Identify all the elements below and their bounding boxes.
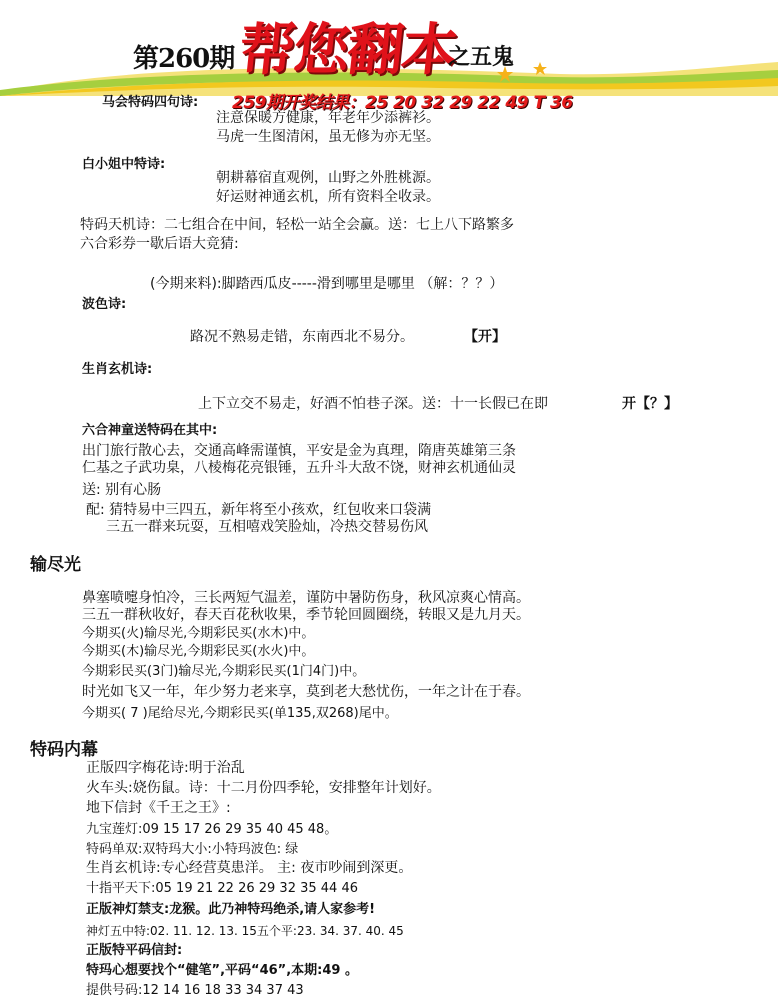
zodiac-poem-label: 生肖玄机诗:	[82, 362, 153, 377]
god-send-line: 仁基之子武功臬，八棱梅花亮银锤，五升斗大敌不饶，财神玄机通仙灵	[82, 460, 516, 476]
inside-line: 特玛心想要找个“健笔”,平码“46”,本期:49 。	[86, 963, 358, 978]
wave-poem-tag: 【开】	[464, 329, 506, 345]
inside-line: 神灯五中特:02. 11. 12. 13. 15五个平:23. 34. 37. 40. 45	[86, 924, 404, 938]
draw-result: 259期开奖结果：25 20 32 29 22 49 T 36	[232, 93, 573, 113]
zodiac-poem-line: 上下立交不易走，好酒不怕巷子深。送：十一长假已在即	[198, 396, 548, 412]
brand-title: 帮您翻本	[236, 17, 460, 83]
inside-line: 正版特平码信封:	[86, 943, 183, 958]
god-send-pair: 三五一群来玩耍，互相嘻戏笑脸灿，冷热交替易伤风	[106, 519, 428, 535]
inside-line: 特码单双:双特玛大小:小特玛波色: 绿	[86, 842, 299, 857]
brand-suffix: 之五鬼	[448, 44, 515, 70]
god-send-label: 六合神童送特码在其中:	[82, 423, 218, 438]
lose-all-line: 今期买( 7 )尾给尽光,今期彩民买(单135,双268)尾中。	[82, 706, 398, 721]
poem-line: 马虎一生图清闲，虽无修为亦无坚。	[216, 129, 440, 145]
god-send-pair: 配: 猜特易中三四五，新年将至小孩欢，红包收来口袋满	[86, 502, 432, 518]
lose-all-line: 时光如飞又一年，年少努力老来享，莫到老大愁忧伤，一年之计在于春。	[82, 684, 530, 700]
riddle-line: (今期来料):脚踏西瓜皮-----滑到哪里是哪里 （解：？？）	[150, 276, 504, 292]
poem-line: 注意保暖方健康，年老年少添裤衫。	[216, 110, 440, 126]
poem-line: 好运财神通玄机，所有资料全收录。	[216, 189, 440, 205]
tianji-poem: 特码天机诗：二七组合在中间，轻松一站全会赢。送：七上八下路繁多	[80, 217, 514, 233]
inside-title: 特码内幕	[30, 740, 98, 760]
lose-all-line: 三五一群秋收好，春天百花秋收果，季节轮回圆圈绕，转眼又是九月天。	[82, 607, 530, 623]
wave-poem-label: 波色诗:	[82, 297, 127, 312]
riddle-title: 六合彩券一歇后语大竞猜:	[80, 236, 239, 252]
lose-all-line: 鼻塞喷嚏身怕冷，三长两短气温差，谨防中暑防伤身，秋风凉爽心情高。	[82, 590, 530, 606]
inside-line: 提供号码:12 14 16 18 33 34 37 43	[86, 983, 304, 998]
miss-white-label: 白小姐中特诗:	[82, 157, 166, 172]
issue-label: 第260期	[133, 44, 235, 74]
lose-all-line: 今期买(木)输尽光,今期彩民买(水火)中。	[82, 644, 315, 659]
god-send-line: 出门旅行散心去，交通高峰需谨慎，平安是金为真理，隋唐英雄第三条	[82, 443, 516, 459]
inside-line: 正版四字梅花诗:明于治乱	[86, 760, 245, 776]
inside-line: 火车头:娆伤鼠。诗：十二月份四季轮，安排整年计划好。	[86, 780, 441, 796]
wave-poem-line: 路况不熟易走错，东南西北不易分。	[190, 329, 414, 345]
lose-all-title: 输尽光	[30, 555, 81, 575]
inside-line: 十指平天下:05 19 21 22 26 29 32 35 44 46	[86, 881, 358, 896]
poem-line: 朝耕幕宿直观例，山野之外胜桃源。	[216, 170, 440, 186]
god-send-send: 送: 别有心肠	[82, 482, 162, 498]
zodiac-poem-tag: 开【？】	[622, 396, 678, 412]
inside-line: 正版神灯禁支:龙猴。此乃神特玛绝杀,请人家参考!	[86, 902, 376, 917]
inside-line: 九宝莲灯:09 15 17 26 29 35 40 45 48。	[86, 822, 338, 837]
lose-all-line: 今期买(火)输尽光,今期彩民买(水木)中。	[82, 626, 315, 641]
inside-line: 生肖玄机诗:专心经营莫患洋。 主: 夜市吵闹到深更。	[86, 860, 413, 876]
lose-all-line: 今期彩民买(3门)输尽光,今期彩民买(1门4门)中。	[82, 664, 366, 679]
four-line-poem-label: 马会特码四句诗:	[102, 95, 199, 110]
inside-line: 地下信封《千王之王》:	[86, 800, 231, 816]
